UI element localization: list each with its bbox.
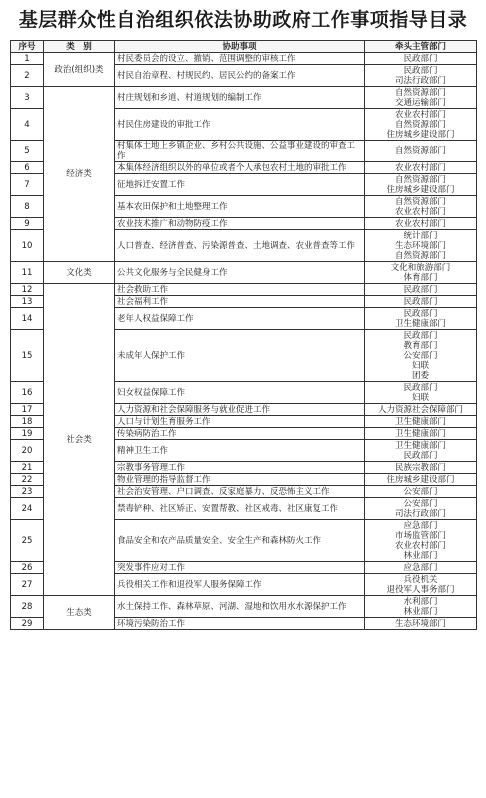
row-number: 7: [11, 174, 44, 196]
lead-department-cell: [365, 196, 477, 218]
lead-department: 民族宗教部门: [394, 462, 446, 473]
assistance-item: 水土保持工作、森林草原、河湖、湿地和饮用水水源保护工作: [115, 596, 365, 618]
lead-department: 卫生健康部门: [394, 440, 446, 451]
assistance-item: 本集体经济组织以外的单位或者个人承包农村土地的审批工作: [115, 162, 365, 174]
lead-department: 民政部门: [403, 382, 438, 393]
lead-department: 教育部门: [403, 340, 438, 351]
lead-department-cell: [365, 428, 477, 440]
assistance-item: 物业管理的指导监督工作: [115, 474, 365, 486]
lead-department-cell: [365, 262, 477, 284]
assistance-item: 社会救助工作: [115, 284, 365, 296]
lead-department: 水利部门: [403, 596, 438, 607]
lead-department: 交通运输部门: [394, 97, 446, 108]
lead-department-cell: [365, 498, 477, 520]
lead-department-cell: [365, 596, 477, 618]
table-body: [11, 53, 477, 630]
lead-department: 民政部门: [403, 330, 438, 341]
lead-department: 民政部门: [403, 308, 438, 319]
row-number: 8: [11, 196, 44, 218]
lead-department: 住房城乡建设部门: [386, 129, 455, 140]
lead-department-cell: [365, 416, 477, 428]
table-row: [11, 87, 477, 109]
lead-department-cell: [365, 520, 477, 562]
lead-department: 农业农村部门: [394, 162, 446, 173]
lead-department: 妇联: [411, 392, 429, 403]
lead-department: 林业部门: [403, 606, 438, 617]
assistance-item: 村民住房建设的审批工作: [115, 109, 365, 141]
lead-department: 统计部门: [403, 230, 438, 241]
row-number: 1: [11, 53, 44, 65]
lead-department-cell: [365, 486, 477, 498]
category-cell: 政治(组织)类: [44, 53, 115, 87]
lead-department-cell: [365, 440, 477, 462]
assistance-item: 公共文化服务与全民健身工作: [115, 262, 365, 284]
lead-department: 自然资源部门: [394, 196, 446, 207]
header-category: 类 别: [44, 41, 115, 53]
lead-department: 民政部门: [403, 450, 438, 461]
lead-department-cell: [365, 562, 477, 574]
assistance-item: 精神卫生工作: [115, 440, 365, 462]
row-number: 16: [11, 382, 44, 404]
page-title: 基层群众性自治组织依法协助政府工作事项指导目录: [18, 9, 468, 31]
assistance-item: 未成年人保护工作: [115, 330, 365, 382]
assistance-item: 社会治安管理、户口调查、反家庭暴力、反恐怖主义工作: [115, 486, 365, 498]
lead-department: 公安部门: [403, 350, 438, 361]
header-row: [11, 41, 477, 53]
table-row: [11, 262, 477, 284]
assistance-item: 妇女权益保障工作: [115, 382, 365, 404]
lead-department: 公安部门: [403, 486, 438, 497]
row-number: 3: [11, 87, 44, 109]
lead-department: 团委: [411, 370, 429, 381]
lead-department: 卫生健康部门: [394, 416, 446, 427]
row-number: 24: [11, 498, 44, 520]
lead-department-cell: [365, 574, 477, 596]
lead-department: 住房城乡建设部门: [386, 474, 455, 485]
row-number: 10: [11, 230, 44, 262]
lead-department: 农业农村部门: [394, 218, 446, 229]
row-number: 11: [11, 262, 44, 284]
lead-department-cell: [365, 404, 477, 416]
assistance-item: 禁毒铲种、社区矫正、安置帮教、社区戒毒、社区康复工作: [115, 498, 365, 520]
header-item: 协助事项: [115, 41, 365, 53]
lead-department: 卫生健康部门: [394, 428, 446, 439]
assistance-item: 人口与计划生育服务工作: [115, 416, 365, 428]
row-number: 18: [11, 416, 44, 428]
lead-department-cell: [365, 218, 477, 230]
lead-department: 公安部门: [403, 498, 438, 509]
row-number: 25: [11, 520, 44, 562]
lead-department-cell: [365, 474, 477, 486]
assistance-item: 社会福利工作: [115, 296, 365, 308]
lead-department: 卫生健康部门: [394, 318, 446, 329]
assistance-item: 环境污染防治工作: [115, 618, 365, 630]
assistance-item: 宗教事务管理工作: [115, 462, 365, 474]
lead-department-cell: [365, 141, 477, 162]
lead-department-cell: [365, 109, 477, 141]
row-number: 6: [11, 162, 44, 174]
row-number: 17: [11, 404, 44, 416]
category-cell: 社会类: [44, 284, 115, 596]
assistance-item: 食品安全和农产品质量安全、安全生产和森林防火工作: [115, 520, 365, 562]
assistance-item: 征地拆迁安置工作: [115, 174, 365, 196]
assistance-item: 村民委员会的设立、撤销、范围调整的审核工作: [115, 53, 365, 65]
lead-department-cell: [365, 308, 477, 330]
row-number: 28: [11, 596, 44, 618]
table-row: [11, 53, 477, 65]
header-dept: 牵头主管部门: [365, 41, 477, 53]
row-number: 4: [11, 109, 44, 141]
lead-department: 民政部门: [403, 284, 438, 295]
lead-department: 文化和旅游部门: [390, 262, 451, 273]
table-row: [11, 284, 477, 296]
assistance-item: 村集体土地上乡镇企业、乡村公共设施、公益事业建设的审查工作: [115, 141, 365, 162]
lead-department-cell: [365, 174, 477, 196]
lead-department: 司法行政部门: [394, 508, 446, 519]
lead-department-cell: [365, 296, 477, 308]
row-number: 5: [11, 141, 44, 162]
row-number: 22: [11, 474, 44, 486]
lead-department: 民政部门: [403, 296, 438, 307]
table-row: [11, 596, 477, 618]
lead-department-cell: [365, 284, 477, 296]
lead-department: 生态环境部门: [394, 618, 446, 629]
lead-department: 自然资源部门: [394, 174, 446, 185]
lead-department: 应急部门: [403, 520, 438, 531]
lead-department: 自然资源部门: [394, 146, 446, 156]
lead-department: 农业农村部门: [394, 206, 446, 217]
row-number: 19: [11, 428, 44, 440]
row-number: 20: [11, 440, 44, 462]
row-number: 14: [11, 308, 44, 330]
lead-department-cell: [365, 618, 477, 630]
lead-department: 兵役机关: [403, 574, 438, 585]
lead-department: 自然资源部门: [394, 250, 446, 261]
lead-department-cell: [365, 382, 477, 404]
lead-department: 民政部门: [403, 53, 438, 64]
lead-department-cell: [365, 87, 477, 109]
lead-department: 自然资源部门: [394, 119, 446, 130]
assistance-item: 人力资源和社会保障服务与就业促进工作: [115, 404, 365, 416]
assistance-item: 村民自治章程、村规民约、居民公约的备案工作: [115, 65, 365, 87]
lead-department-cell: [365, 162, 477, 174]
lead-department: 退役军人事务部门: [386, 584, 455, 595]
row-number: 12: [11, 284, 44, 296]
lead-department-cell: [365, 230, 477, 262]
lead-department: 自然资源部门: [394, 87, 446, 98]
directory-table: [10, 40, 477, 630]
header-no: 序号: [11, 41, 44, 53]
lead-department: 妇联: [411, 360, 429, 371]
row-number: 23: [11, 486, 44, 498]
assistance-item: 村庄规划和乡道、村道规划的编制工作: [115, 87, 365, 109]
lead-department: 林业部门: [403, 550, 438, 561]
category-cell: 经济类: [44, 87, 115, 262]
lead-department: 市场监管部门: [394, 530, 446, 541]
assistance-item: 人口普查、经济普查、污染源普查、土地调查、农业普查等工作: [115, 230, 365, 262]
category-cell: 生态类: [44, 596, 115, 630]
lead-department: 应急部门: [403, 562, 438, 573]
lead-department: 体育部门: [403, 272, 438, 283]
row-number: 29: [11, 618, 44, 630]
assistance-item: 老年人权益保障工作: [115, 308, 365, 330]
lead-department: 民政部门: [403, 65, 438, 76]
assistance-item: 传染病防治工作: [115, 428, 365, 440]
row-number: 13: [11, 296, 44, 308]
assistance-item: 基本农田保护和土地整理工作: [115, 196, 365, 218]
lead-department: 人力资源社会保障部门: [377, 404, 463, 415]
lead-department: 农业农村部门: [394, 109, 446, 120]
lead-department-cell: [365, 462, 477, 474]
row-number: 15: [11, 330, 44, 382]
category-cell: 文化类: [44, 262, 115, 284]
lead-department-cell: [365, 330, 477, 382]
assistance-item: 突发事件应对工作: [115, 562, 365, 574]
lead-department: 农业农村部门: [394, 540, 446, 551]
lead-department: 司法行政部门: [394, 75, 446, 86]
lead-department: 住房城乡建设部门: [386, 184, 455, 195]
lead-department-cell: [365, 65, 477, 87]
assistance-item: 兵役相关工作和退役军人服务保障工作: [115, 574, 365, 596]
row-number: 27: [11, 574, 44, 596]
assistance-item: 农业技术推广和动物防疫工作: [115, 218, 365, 230]
row-number: 2: [11, 65, 44, 87]
lead-department-cell: [365, 53, 477, 65]
row-number: 9: [11, 218, 44, 230]
row-number: 21: [11, 462, 44, 474]
lead-department: 生态环境部门: [394, 240, 446, 251]
row-number: 26: [11, 562, 44, 574]
